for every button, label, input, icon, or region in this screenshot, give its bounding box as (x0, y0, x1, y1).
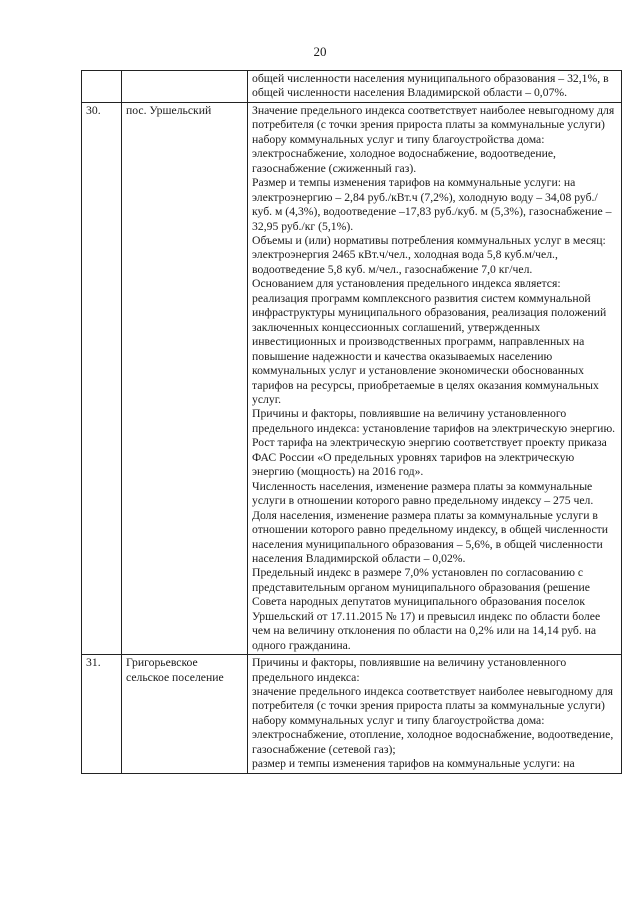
row-number-cell: 30. (82, 102, 122, 654)
description-cell (248, 102, 622, 654)
table-row (82, 71, 622, 103)
paragraph: Объемы и (или) нормативы потребления коммунальных услуг в месяц: электроэнергия 2465 кВт.ч/чел., холодная вода 5,8 куб.м/чел., водоотведение 5,8 куб. м/чел., газоснабжение 7,0 кг/чел. (252, 233, 606, 276)
paragraph: Причины и факторы, повлиявшие на величину установленного предельного индекса: (252, 656, 567, 684)
table-row (82, 655, 622, 774)
table-row (82, 102, 622, 654)
paragraph: Размер и темпы изменения тарифов на коммунальные услуги: на электроэнергию – 2,84 руб./кВт.ч (7,2%), холодную воду – 34,08 руб./куб. м (4,3%), водоотведение –17,83 руб./куб. м (5,3%), газоснабжение – 32,95 руб./кг (5,1%). (252, 176, 612, 233)
paragraph: Причины и факторы, повлиявшие на величину установленного предельного индекса: установление тарифов на электрическую энергию. Рост тарифа на электрическую энергию соответствует проекту приказа ФАС России «О предельных уровнях тарифов на электрическую энергию (мощность) на 2016 год». (252, 407, 616, 479)
row-number-cell (82, 71, 122, 103)
description-cell (248, 71, 622, 103)
row-number-cell: 31. (82, 655, 122, 774)
paragraph: Доля населения, изменение размера платы за коммунальные услуги в отношении которого равно предельному индексу, в общей численности населения муниципального образования – 5,6%, в общей численности населения Владимирской области – 0,02%. (252, 508, 609, 565)
municipality-cell (122, 71, 248, 103)
municipality-cell: пос. Уршельский (122, 102, 248, 654)
paragraph: Основанием для установления предельного индекса является: реализация программ комплексного развития систем коммунальной инфраструктуры муниципального образования, реализация положений заключенных концессионных соглашений, утвержденных инвестиционных и производственных программ, направленных на повышение надежности и качества оказываемых населению коммунальных услуг и установление экономически обоснованных тарифов на ресурсы, приобретаемые в целях оказания коммунальных услуг. (252, 277, 607, 406)
page-number: 20 (313, 44, 327, 59)
paragraph: Предельный индекс в размере 7,0% установлен по согласованию с представительным органом муниципального образования (решение Совета народных депутатов муниципального образования поселок Уршельский от 17.11.2015 № 17) и превысил индекс по области более чем на величину отклонения по области на 0,2% или на 14,14 руб. на одного гражданина. (252, 566, 601, 652)
paragraph: значение предельного индекса соответствует наиболее невыгодному для потребителя (с точки зрения прироста платы за коммунальные услуги) набору коммунальных услуг и типу благоустройства дома: электроснабжение, отопление, холодное водоснабжение, водоотведение, газоснабжение (сетевой газ); (252, 685, 614, 756)
description-cell (248, 655, 622, 774)
paragraph: размер и темпы изменения тарифов на коммунальные услуги: на (252, 757, 575, 771)
index-table (81, 70, 622, 774)
paragraph: общей численности населения муниципального образования – 32,1%, в общей численности населения Владимирской области – 0,07%. (252, 72, 609, 100)
municipality-cell: Григорьевское сельское поселение (122, 655, 248, 774)
paragraph: Численность населения, изменение размера платы за коммунальные услуги в отношении которого равно предельному индексу – 275 чел. (252, 479, 594, 508)
paragraph: Значение предельного индекса соответствует наиболее невыгодному для потребителя (с точки зрения прироста платы за коммунальные услуги) набору коммунальных услуг и типу благоустройства дома: электроснабжение, холодное водоснабжение, водоотведение, газоснабжение (сжиженный газ). (252, 103, 615, 175)
